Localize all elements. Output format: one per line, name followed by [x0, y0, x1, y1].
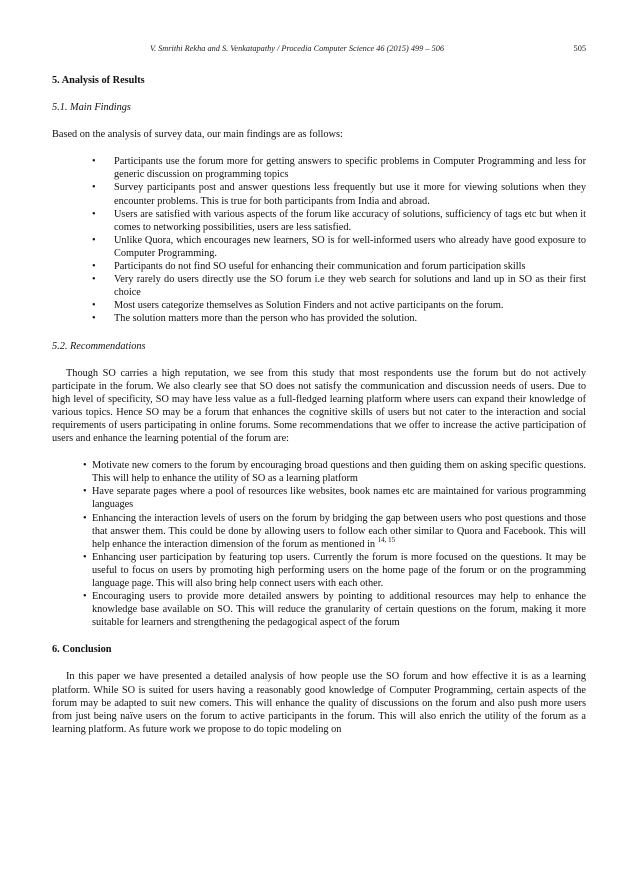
recommendations-list: [52, 459, 586, 629]
finding-item: • Very rarely do users directly use the SO forum i.e they web search for solutions and land up in SO as their first choice: [52, 273, 586, 299]
recommendation-item: • Have separate pages where a pool of resources like websites, book names etc are maintained for various programming languages: [52, 485, 586, 511]
page-body: [52, 74, 586, 750]
recommendation-item: • Encouraging users to provide more detailed answers by pointing to additional resources may help to enhance the knowledge base available on SO. This will reduce the granularity of certain questions on the forum, making it more suitable for learners and strengthening the pedagogical aspect of the forum: [52, 590, 586, 629]
recommendation-item: • Enhancing user participation by featuring top users. Currently the forum is more focused on the questions. It may be useful to focus on users by promoting high performing users on the home page of the forum or on the programming language page. This will also bring help connect users with each other.: [52, 551, 586, 590]
recommendation-item: [52, 512, 586, 551]
section-6-heading: 6. Conclusion: [52, 644, 112, 656]
finding-item: • Users are satisfied with various aspects of the forum like accuracy of solutions, sufficiency of tags etc but when it comes to networking possibilities, users are less satisfied.: [52, 208, 586, 234]
conclusion-paragraph: In this paper we have presented a detailed analysis of how people use the SO forum and how effective it is as a learning platform. While SO is suited for users having a reasonably good knowledge of Computer Programming, certain aspects of the forum may be adapted to suit new comers. This will enhance the quality of discussions on the forum and also push more users from just being naïve users on the forum to active participants in the forum. This will also enrich the utility of the forum as a learning platform. As future work we propose to do topic modeling on: [52, 671, 586, 735]
subsection-5-1-heading: 5.1. Main Findings: [52, 102, 131, 114]
header-citation: V. Smrithi Rekha and S. Venkatapathy / Procedia Computer Science 46 (2015) 499 – 506: [150, 44, 445, 53]
finding-item: • Participants use the forum more for getting answers to specific problems in Computer Programming and less for generic discussion on programming topics: [52, 155, 586, 181]
finding-item: • Participants do not find SO useful for enhancing their communication and forum participation skills: [52, 260, 586, 273]
recommendation-item: • Motivate new comers to the forum by encouraging broad questions and then guiding them on asking specific questions. This will help to enhance the utility of SO as a learning platform: [52, 459, 586, 485]
finding-item: • Unlike Quora, which encourages new learners, SO is for well-informed users who already have good exposure to Computer Programming.: [52, 234, 586, 260]
section-5-heading: 5. Analysis of Results: [52, 75, 145, 86]
findings-list: [52, 155, 586, 325]
finding-item: • Most users categorize themselves as Solution Finders and not active participants on the forum.: [52, 299, 586, 312]
recommendations-paragraph: Though SO carries a high reputation, we see from this study that most respondents use the forum but do not actively participate in the forum. We also clearly see that SO does not satisfy the communication and discussion needs of users. Due to high level of specificity, SO may have less value as a full-fledged learning platform where users can expand their knowledge of various topics. Hence SO may be a forum that enhances the cognitive skills of users but not cater to the interaction and social requirements of users participating in online forums. Some recommendations that we offer to increase the active participation of users and enhance the learning potential of the forum are:: [52, 367, 586, 445]
finding-item: • The solution matters more than the person who has provided the solution.: [52, 312, 586, 325]
recommendation-text: Enhancing the interaction levels of users on the forum by bridging the gap between users who post questions and those that answer them. This could be done by allowing users to follow each other similar to Quora and Facebook. This will help enhance the interaction dimension of the forum as mentioned in: [92, 512, 586, 550]
finding-item: • Survey participants post and answer questions less frequently but use it more for viewing solutions when they encounter problems. This is true for both participants from India and abroad.: [52, 181, 586, 207]
citation-superscript: 14, 15: [377, 535, 396, 544]
findings-intro: Based on the analysis of survey data, our main findings are as follows:: [52, 129, 343, 141]
page-number: 505: [573, 44, 586, 53]
subsection-5-2-heading: 5.2. Recommendations: [52, 340, 146, 352]
